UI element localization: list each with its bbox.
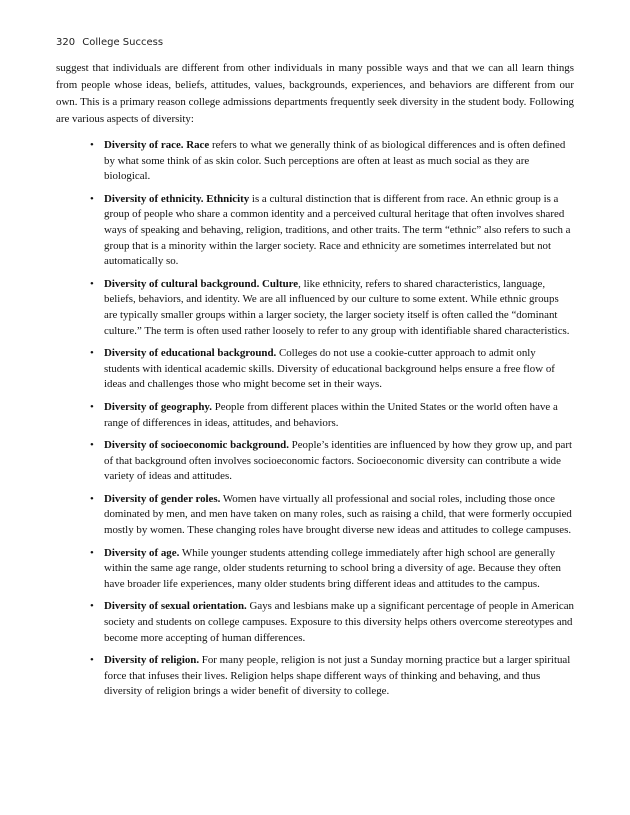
item-text: People from different places within the United States or the world often have a range of differences in ideas, attitudes, and behaviors. bbox=[104, 400, 558, 429]
list-item bbox=[104, 400, 574, 431]
item-text: For many people, religion is not just a Sunday morning practice but a larger spiritual force that infuses their lives. Religion helps shape different ways of thinking and behaving, and thus diversity of religion brings a wider benefit of diversity to college. bbox=[104, 654, 571, 698]
running-head bbox=[56, 36, 574, 50]
list-item bbox=[104, 546, 574, 593]
item-term: Diversity of ethnicity. Ethnicity bbox=[104, 192, 250, 205]
item-text: Colleges do not use a cookie-cutter approach to admit only students with identical academic skills. Diversity of educational background helps ensure a free flow of ideas and challenges those who might become set in their ways. bbox=[104, 347, 555, 391]
item-text: refers to what we generally think of as biological differences and is often defined by what some think of as skin color. Such perceptions are often at least as much social as they are biological. bbox=[104, 139, 566, 183]
item-term: Diversity of educational background. bbox=[104, 347, 277, 360]
intro-paragraph: suggest that individuals are different from other individuals in many possible ways and that we can all learn things from people whose ideas, beliefs, attitudes, values, backgrounds, experiences, and behaviors are different from our own. This is a primary reason college admissions departments frequently seek diversity in the student body. Following are various aspects of diversity: bbox=[56, 62, 574, 125]
item-text: is a cultural distinction that is different from race. An ethnic group is a group of people who share a common identity and a perceived cultural heritage that often involves shared ways of speaking and behaving, religion, traditions, and other traits. The term “ethnic” also refers to such a group that is a minority within the larger society. Race and ethnicity are sometimes interrelated but not automatically so. bbox=[104, 192, 571, 268]
list-item bbox=[104, 492, 574, 539]
item-term: Diversity of gender roles. bbox=[104, 492, 221, 505]
diversity-aspects-list bbox=[56, 138, 574, 700]
item-term: Diversity of socioeconomic background. bbox=[104, 439, 289, 452]
list-item bbox=[104, 277, 574, 339]
item-term: Diversity of age. bbox=[104, 546, 180, 559]
item-text: People’s identities are influenced by how they grow up, and part of that background often involves socioeconomic factors. Socioeconomic diversity can contribute a wide variety of ideas and attitudes. bbox=[104, 439, 573, 483]
book-title: College Success bbox=[82, 37, 164, 48]
item-text: While younger students attending college immediately after high school are generally within the same age range, older students returning to school bring a diversity of age. Because they often have broader life experiences, many older students bring different ideas and attitudes to the campus. bbox=[104, 546, 561, 590]
item-text: , like ethnicity, refers to shared characteristics, language, beliefs, behaviors, and identity. We are all influenced by our culture to some extent. While ethnic groups are typically smaller groups within a larger society, the larger society itself is often called the “dominant culture.” The term is often used rather loosely to refer to any group with identifiable shared characteristics. bbox=[104, 277, 570, 337]
item-term: Diversity of cultural background. Culture bbox=[104, 277, 299, 290]
item-text: Gays and lesbians make up a significant percentage of people in American society and students on college campuses. Exposure to this diversity helps others overcome stereotypes and become more accepting of human differences. bbox=[104, 600, 574, 644]
list-item bbox=[104, 438, 574, 485]
item-text: Women have virtually all professional and social roles, including those once dominated by men, and men have taken on many roles, such as raising a child, that were formerly occupied mostly by women. These changing roles have brought diverse new ideas and attitudes to college campuses. bbox=[104, 492, 572, 537]
item-term: Diversity of sexual orientation. bbox=[104, 600, 247, 613]
list-item bbox=[104, 346, 574, 393]
item-term: Diversity of religion. bbox=[104, 654, 200, 667]
page bbox=[56, 36, 574, 707]
item-term: Diversity of race. Race bbox=[104, 139, 210, 151]
item-term: Diversity of geography. bbox=[104, 400, 212, 413]
list-item bbox=[104, 653, 574, 700]
list-item bbox=[104, 138, 574, 185]
list-item bbox=[104, 192, 574, 270]
page-number: 320 bbox=[56, 37, 76, 48]
list-item bbox=[104, 599, 574, 646]
